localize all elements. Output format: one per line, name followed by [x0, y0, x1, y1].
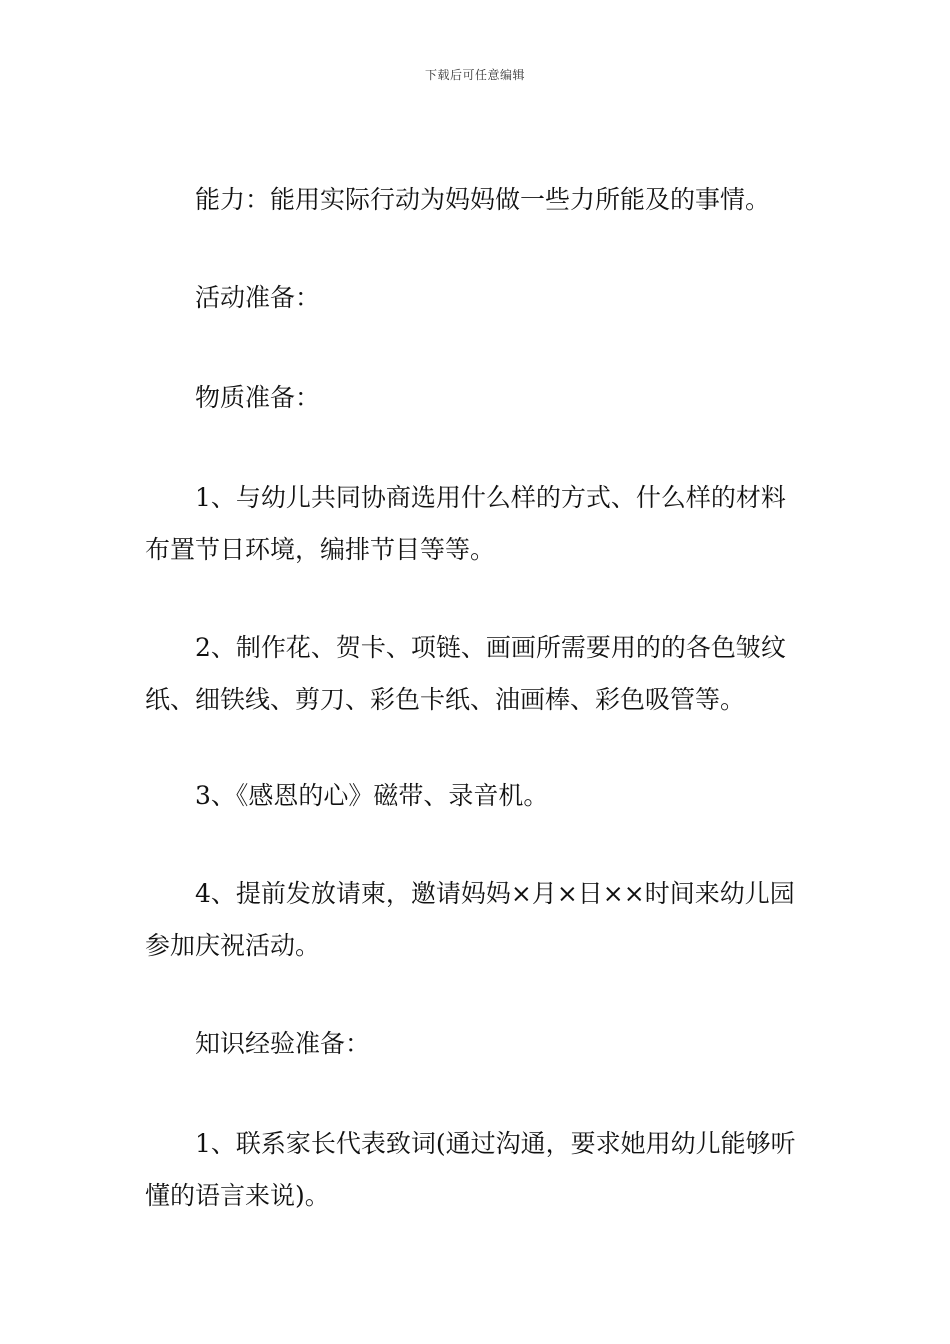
paragraph-material-item-3: 3、《感恩的心》磁带、录音机。 — [195, 781, 549, 810]
paragraph-material-item-2: 2、制作花、贺卡、项链、画画所需要用的的各色皱纹纸、细铁线、剪刀、彩色卡纸、油画棒、彩色吸管等。 — [145, 633, 786, 714]
paragraph-ability: 能力：能用实际行动为妈妈做一些力所能及的事情。 — [195, 185, 771, 214]
paragraph-material-item-1: 1、与幼儿共同协商选用什么样的方式、什么样的材料布置节日环境，编排节目等等。 — [145, 483, 786, 564]
paragraph-material-preparation: 物质准备： — [195, 383, 321, 412]
paragraph-knowledge-item-1: 1、联系家长代表致词(通过沟通，要求她用幼儿能够听懂的语言来说)。 — [145, 1129, 796, 1210]
paragraph-activity-preparation: 活动准备： — [195, 283, 321, 312]
page-header-note: 下载后可任意编辑 — [424, 68, 525, 82]
paragraph-material-item-4: 4、提前发放请柬，邀请妈妈×月×日××时间来幼儿园参加庆祝活动。 — [145, 879, 795, 960]
paragraph-knowledge-preparation: 知识经验准备： — [195, 1029, 371, 1058]
